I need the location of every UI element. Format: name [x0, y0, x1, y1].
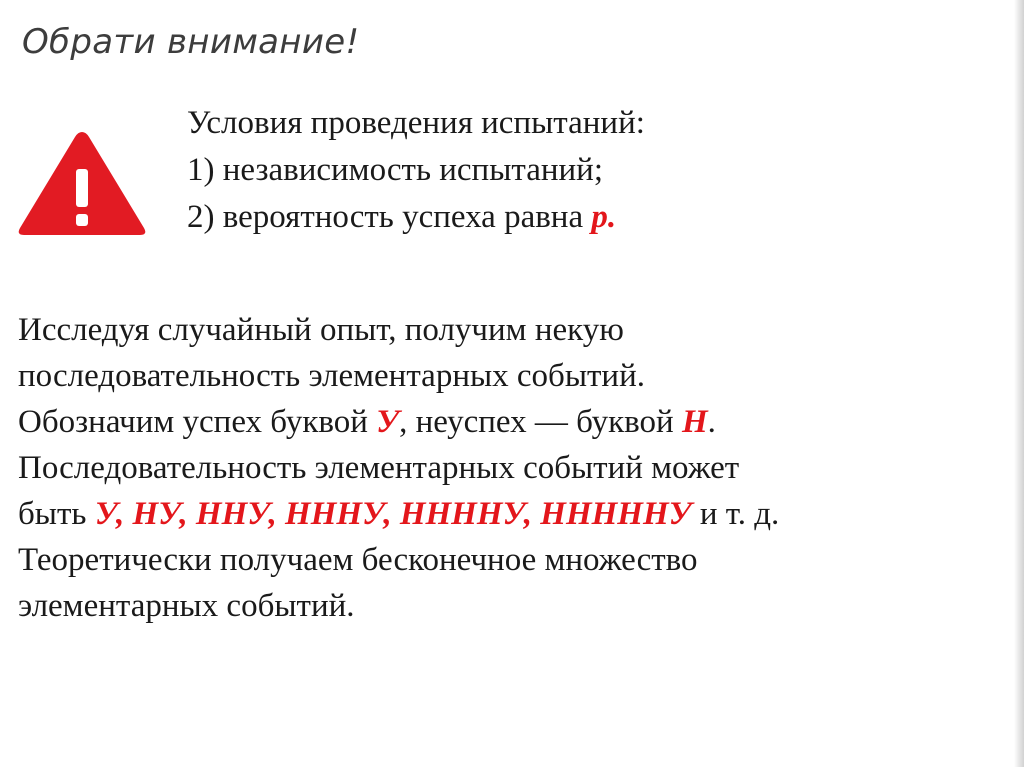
- paragraph-line-5: [18, 491, 779, 537]
- paragraph-line-5-suffix: и т. д.: [691, 496, 780, 532]
- condition-item-2: [187, 194, 645, 241]
- success-letter: У: [376, 404, 400, 440]
- paragraph-line-1: Исследуя случайный опыт, получим некую: [18, 312, 624, 348]
- success-probability-variable: р.: [591, 199, 617, 235]
- condition-item-1: 1) независимость испытаний;: [187, 152, 604, 188]
- paragraph-line-6: Теоретически получаем бесконечное множество: [18, 542, 698, 578]
- paragraph-line-3-middle: , неуспех — буквой: [399, 404, 682, 440]
- failure-letter: Н: [681, 404, 708, 440]
- condition-item-2-text: 2) вероятность успеха равна: [187, 199, 584, 235]
- slide-heading: Обрати внимание!: [22, 22, 360, 62]
- explanation-paragraph: [18, 307, 779, 629]
- paragraph-line-3: [18, 399, 779, 445]
- paragraph-line-7: элементарных событий.: [18, 588, 355, 624]
- paragraph-line-4: Последовательность элементарных событий может: [18, 450, 740, 486]
- paragraph-line-2: последовательность элементарных событий.: [18, 358, 645, 394]
- paragraph-line-5-prefix: быть: [18, 496, 95, 532]
- paragraph-line-3-prefix: Обозначим успех буквой: [18, 404, 377, 440]
- test-conditions: [187, 100, 645, 241]
- paragraph-line-3-suffix: .: [707, 404, 716, 440]
- event-sequence: У, НУ, ННУ, НННУ, ННННУ, НННННУ: [94, 496, 692, 532]
- conditions-title: Условия проведения испытаний:: [187, 105, 645, 141]
- warning-triangle-icon: [15, 126, 149, 240]
